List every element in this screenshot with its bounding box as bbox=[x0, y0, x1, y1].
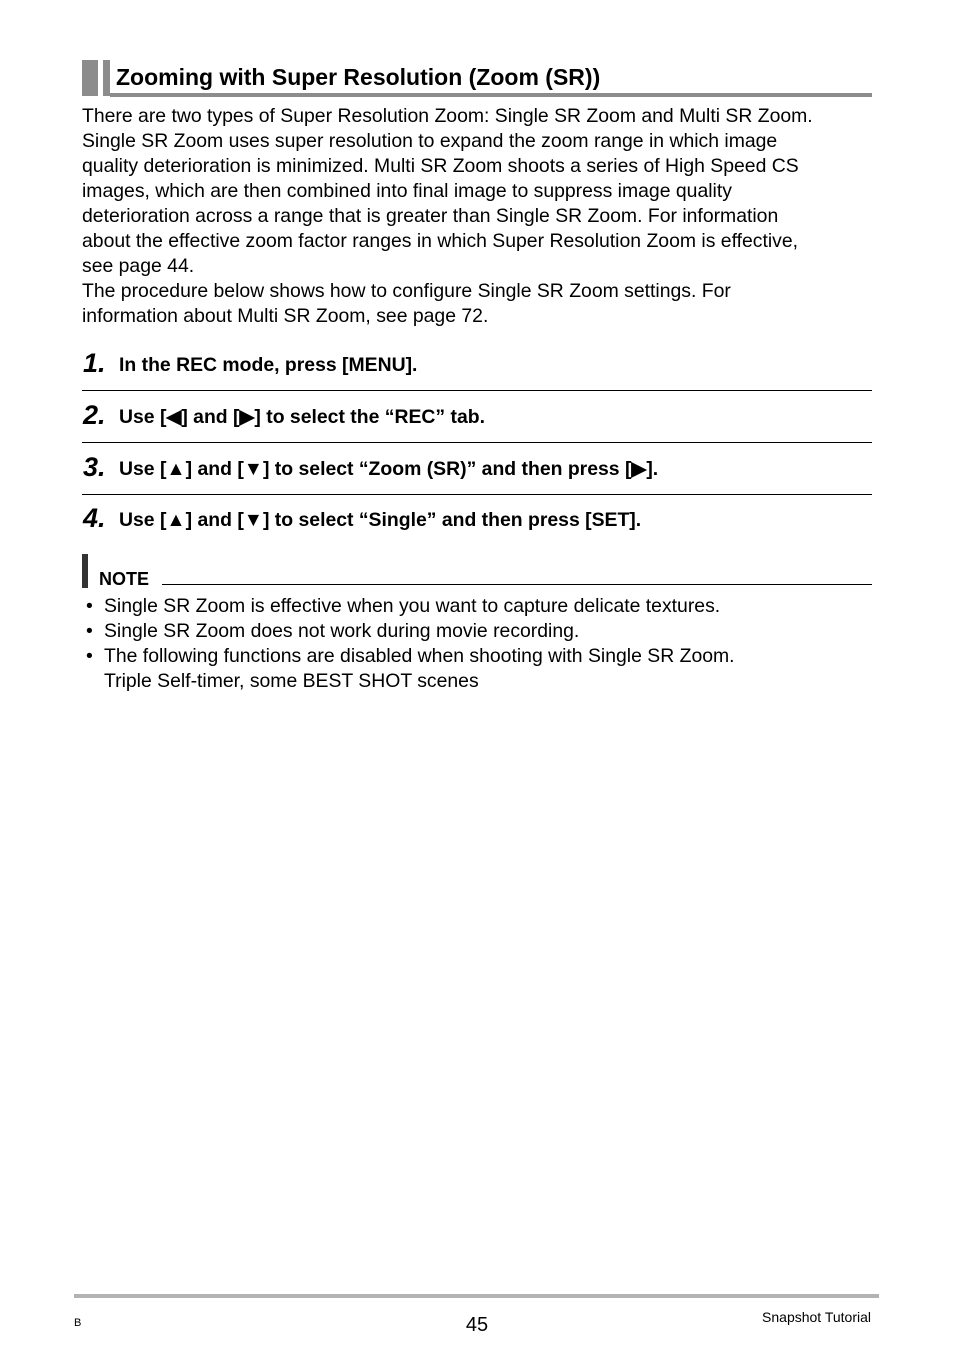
note-item bbox=[82, 619, 872, 644]
bullet-icon: • bbox=[86, 595, 93, 617]
page-number: 45 bbox=[465, 1314, 489, 1336]
step-1 bbox=[82, 344, 872, 396]
step-divider bbox=[82, 390, 872, 391]
step-text: In the REC mode, press [MENU]. bbox=[119, 354, 418, 376]
note-item-text: Triple Self-timer, some BEST SHOT scenes bbox=[104, 670, 479, 692]
step-number: 4. bbox=[83, 503, 106, 533]
bullet-icon: • bbox=[86, 620, 93, 642]
footer-mark: B bbox=[74, 1317, 82, 1329]
intro-line: There are two types of Super Resolution Zoom: Single SR Zoom and Multi SR Zoom. bbox=[82, 105, 813, 127]
note-item-text: The following functions are disabled when shooting with Single SR Zoom. bbox=[104, 645, 735, 667]
intro-line: deterioration across a range that is greater than Single SR Zoom. For information bbox=[82, 205, 779, 227]
intro-line: information about Multi SR Zoom, see page 72. bbox=[82, 305, 489, 327]
step-3 bbox=[82, 448, 872, 500]
step-number: 1. bbox=[83, 348, 106, 378]
bullet-icon: • bbox=[86, 645, 93, 667]
section-heading bbox=[82, 58, 872, 98]
note-item-continuation bbox=[82, 669, 872, 694]
step-2 bbox=[82, 396, 872, 448]
note-marker-bar bbox=[82, 554, 88, 588]
footer-section-name: Snapshot Tutorial bbox=[762, 1309, 871, 1325]
note-item-text: Single SR Zoom is effective when you want to capture delicate textures. bbox=[104, 595, 721, 617]
note-underline bbox=[162, 584, 872, 585]
intro-line: The procedure below shows how to configure Single SR Zoom settings. For bbox=[82, 280, 731, 302]
step-number: 3. bbox=[83, 452, 106, 482]
step-text: Use [◀] and [▶] to select the “REC” tab. bbox=[119, 406, 485, 428]
step-divider bbox=[82, 494, 872, 495]
note-item-text: Single SR Zoom does not work during movie recording. bbox=[104, 620, 580, 642]
step-divider bbox=[82, 442, 872, 443]
step-text: Use [▲] and [▼] to select “Single” and then press [SET]. bbox=[119, 509, 642, 531]
heading-marker-bar bbox=[82, 60, 98, 96]
note-label: NOTE bbox=[99, 569, 150, 589]
heading-underline bbox=[110, 93, 872, 97]
step-text: Use [▲] and [▼] to select “Zoom (SR)” and then press [▶]. bbox=[119, 458, 659, 480]
note-item bbox=[82, 594, 872, 619]
intro-line: see page 44. bbox=[82, 255, 195, 277]
intro-paragraph bbox=[82, 104, 882, 329]
heading-marker-bar-thin bbox=[103, 60, 110, 96]
note-heading bbox=[82, 554, 872, 590]
footer-rule bbox=[74, 1294, 879, 1298]
step-4 bbox=[82, 499, 872, 551]
note-list bbox=[82, 594, 872, 694]
intro-line: about the effective zoom factor ranges in which Super Resolution Zoom is effective, bbox=[82, 230, 799, 252]
intro-line: Single SR Zoom uses super resolution to expand the zoom range in which image bbox=[82, 130, 778, 152]
note-item bbox=[82, 644, 872, 669]
intro-line: images, which are then combined into final image to suppress image quality bbox=[82, 180, 732, 202]
section-title: Zooming with Super Resolution (Zoom (SR)) bbox=[116, 64, 601, 90]
step-number: 2. bbox=[83, 400, 106, 430]
intro-line: quality deterioration is minimized. Multi SR Zoom shoots a series of High Speed CS bbox=[82, 155, 799, 177]
